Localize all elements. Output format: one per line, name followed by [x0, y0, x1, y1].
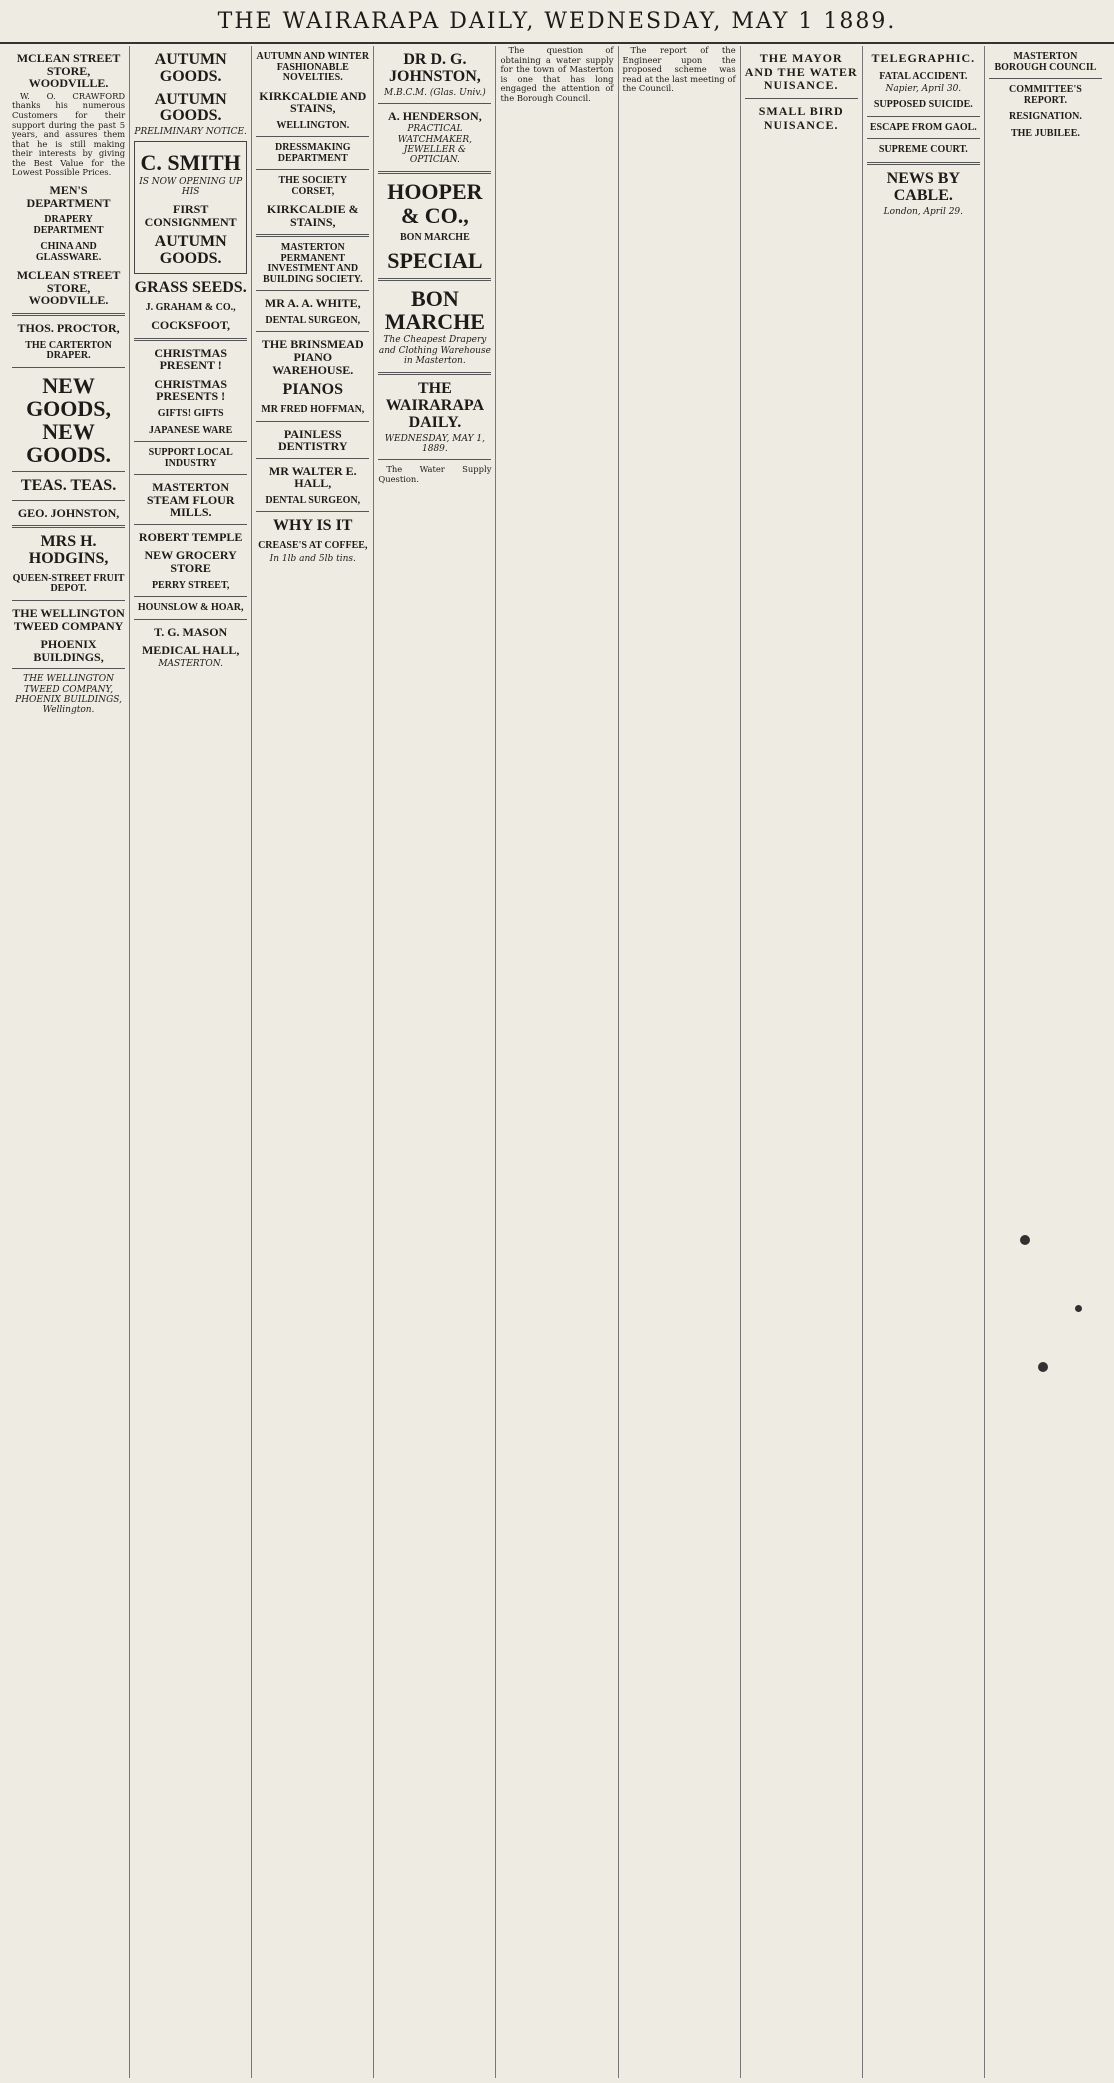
divider: [134, 441, 247, 442]
ad-heading: THE WELLINGTON TWEED COMPANY: [12, 605, 125, 633]
article-heading: SUPPOSED SUICIDE.: [873, 99, 973, 111]
article-heading: ESCAPE FROM GAOL.: [869, 121, 977, 133]
ad-heading: AUTUMN AND WINTER FASHIONABLE NOVELTIES.: [256, 51, 370, 83]
article-heading: COMMITTEE'S REPORT.: [1009, 84, 1082, 106]
ad-heading: A. HENDERSON,: [388, 108, 482, 123]
ad-heading: CHINA AND GLASSWARE.: [35, 241, 102, 263]
ad-subheading: M.B.C.M. (Glas. Univ.): [383, 87, 486, 98]
ad-box: [134, 141, 247, 273]
article-heading: SUPREME COURT.: [878, 144, 968, 156]
ad-heading: BON MARCHE: [384, 286, 485, 335]
ad-heading: PHOENIX BUILDINGS,: [33, 637, 104, 664]
ad-heading: MCLEAN STREET STORE, WOODVILLE.: [16, 268, 121, 308]
ad-heading: PERRY STREET,: [151, 579, 230, 591]
divider: [378, 103, 491, 104]
ad-heading: DENTAL SURGEON,: [265, 314, 361, 326]
ink-speck: [1075, 1305, 1082, 1312]
divider: [134, 524, 247, 525]
ad-heading: NEW GROCERY STORE: [144, 548, 237, 576]
paper-nameplate: THE WAIRARAPA DAILY.: [385, 380, 485, 431]
article-lead: The Water Supply Question.: [378, 464, 492, 484]
ad-heading: T. G. MASON: [154, 624, 228, 639]
ad-subheading: IS NOW OPENING UP HIS: [139, 176, 243, 197]
divider: [256, 169, 369, 170]
divider: [256, 511, 369, 512]
divider: [867, 116, 980, 117]
divider: [12, 471, 125, 472]
ad-heading: TEAS. TEAS.: [20, 476, 117, 494]
ad-heading: GEO. JOHNSTON,: [17, 505, 120, 520]
article-heading: FATAL ACCIDENT.: [879, 70, 968, 82]
ad-heading: GIFTS! GIFTS: [157, 408, 224, 420]
ad-heading: J. GRAHAM & CO.,: [145, 301, 236, 313]
masthead-title: THE WAIRARAPA DAILY, WEDNESDAY, MAY 1 1889.: [217, 8, 897, 34]
ad-heading: THE BRINSMEAD PIANO WAREHOUSE.: [261, 337, 364, 377]
article-heading: THE MAYOR AND THE WATER NUISANCE.: [744, 51, 858, 93]
ad-body: W. O. CRAWFORD thanks his numerous Customers for their support during the past 5 years, and assures them that he is still making their interests by giving the Best Value for the Lowest Possible Prices.: [12, 90, 126, 178]
ad-heading: SPECIAL: [387, 248, 483, 274]
ad-heading: PAINLESS DENTISTRY: [277, 426, 348, 454]
divider: [378, 171, 491, 174]
ad-footer: MASTERTON.: [158, 658, 223, 669]
divider: [256, 234, 369, 237]
dateline: WEDNESDAY, MAY 1, 1889.: [384, 433, 485, 454]
divider: [378, 459, 491, 460]
article-heading: MASTERTON BOROUGH COUNCIL: [994, 51, 1097, 73]
divider: [12, 600, 125, 601]
column-1: [8, 46, 130, 2078]
ink-speck: [1020, 1235, 1030, 1245]
ad-heading: MR A. A. WHITE,: [264, 296, 361, 311]
ad-heading: QUEEN-STREET FRUIT DEPOT.: [12, 572, 125, 595]
ad-footer: THE WELLINGTON TWEED COMPANY, PHOENIX BUILDINGS, Wellington.: [15, 674, 122, 716]
ad-subheading: PRACTICAL WATCHMAKER, JEWELLER & OPTICIAN.: [397, 124, 472, 166]
column-4: [374, 46, 496, 2078]
divider: [134, 596, 247, 597]
divider: [745, 98, 858, 99]
divider: [867, 162, 980, 165]
ad-heading: WHY IS IT: [273, 517, 353, 535]
column-9: [985, 46, 1106, 2078]
section-heading: NEWS BY CABLE.: [886, 169, 960, 204]
divider: [12, 367, 125, 368]
article-heading: SMALL BIRD NUISANCE.: [758, 104, 844, 132]
ad-heading: ROBERT TEMPLE: [138, 529, 243, 544]
section-heading: TELEGRAPHIC.: [871, 51, 976, 65]
column-7: [741, 46, 863, 2078]
divider: [378, 278, 491, 281]
column-2: [130, 46, 252, 2078]
columns: [8, 46, 1106, 2078]
column-6: [619, 46, 741, 2078]
ad-footer: In 1lb and 5lb tins.: [269, 553, 356, 564]
divider: [989, 78, 1102, 79]
column-5: [496, 46, 618, 2078]
ad-heading: THE SOCIETY CORSET,: [278, 175, 348, 197]
column-3: [252, 46, 374, 2078]
ad-heading: THOS. PROCTOR,: [17, 320, 120, 335]
ad-heading: AUTUMN GOODS.: [154, 51, 227, 85]
divider: [256, 331, 369, 332]
ad-heading: CHRISTMAS PRESENT !: [154, 345, 227, 373]
ad-heading: COCKSFOOT,: [151, 318, 231, 333]
dateline: London, April 29.: [883, 206, 964, 217]
ad-heading: MEDICAL HALL,: [141, 643, 240, 658]
divider: [134, 338, 247, 341]
article-lead: The question of obtaining a water supply for the town of Masterton is one that has long engaged the attention of the Borough Council.: [500, 46, 614, 103]
ad-heading: KIRKCALDIE & STAINS,: [266, 202, 359, 229]
divider: [134, 474, 247, 475]
article-heading: RESIGNATION.: [1008, 111, 1082, 122]
ad-heading: MR WALTER E. HALL,: [268, 463, 357, 491]
ad-subheading: PRELIMINARY NOTICE.: [134, 127, 247, 138]
ad-heading: PIANOS: [282, 381, 343, 399]
ad-heading: SUPPORT LOCAL INDUSTRY: [148, 447, 233, 469]
ad-heading: THE CARTERTON DRAPER.: [25, 339, 112, 362]
ad-heading: MASTERTON STEAM FLOUR MILLS.: [146, 480, 235, 520]
ad-heading: DENTAL SURGEON,: [265, 494, 361, 506]
ink-speck: [1038, 1362, 1048, 1372]
ad-heading: AUTUMN GOODS.: [154, 90, 227, 125]
divider: [867, 138, 980, 139]
divider: [12, 668, 125, 669]
divider: [256, 136, 369, 137]
article-heading: THE JUBILEE.: [1010, 127, 1080, 139]
ad-heading: DRESSMAKING DEPARTMENT: [274, 142, 351, 164]
ad-heading: JAPANESE WARE: [149, 424, 233, 436]
ad-heading: C. SMITH: [140, 150, 241, 176]
divider: [256, 458, 369, 459]
article-lead: The report of the Engineer upon the proposed scheme was read at the last meeting of the Council.: [622, 46, 736, 94]
ad-heading: GRASS SEEDS.: [134, 278, 247, 296]
ad-heading: MASTERTON PERMANENT INVESTMENT AND BUILDING SOCIETY.: [262, 242, 363, 285]
divider: [12, 525, 125, 528]
ad-heading: KIRKCALDIE AND STAINS,: [259, 88, 367, 116]
divider: [12, 313, 125, 316]
ad-heading: DR D. G. JOHNSTON,: [389, 51, 481, 85]
divider: [378, 372, 491, 375]
ad-heading: HOOPER & CO.,: [387, 179, 483, 228]
ad-heading: WELLINGTON.: [276, 119, 350, 131]
ad-heading: DRAPERY DEPARTMENT: [33, 214, 104, 236]
ad-heading: CHRISTMAS PRESENTS !: [154, 376, 227, 404]
ad-heading: CREASE'S AT COFFEE,: [258, 540, 368, 552]
ad-heading: BON MARCHE: [400, 231, 470, 243]
ad-heading: MRS H. HODGINS,: [28, 533, 109, 568]
divider: [12, 500, 125, 501]
dateline: Napier, April 30.: [885, 84, 962, 95]
ad-heading: MR FRED HOFFMAN,: [261, 404, 365, 416]
ad-heading: HOUNSLOW & HOAR,: [137, 602, 244, 614]
column-8: [863, 46, 985, 2078]
divider: [256, 290, 369, 291]
ad-heading: FIRST CONSIGNMENT: [144, 202, 237, 229]
ad-subheading: The Cheapest Drapery and Clothing Warehouse in Masterton.: [378, 335, 491, 366]
masthead: [0, 0, 1114, 44]
ad-heading: NEW GOODS, NEW GOODS.: [26, 372, 112, 467]
ad-heading: MEN'S DEPARTMENT: [26, 182, 111, 210]
ad-heading: MCLEAN STREET STORE, WOODVILLE.: [16, 51, 121, 91]
divider: [134, 619, 247, 620]
divider: [256, 421, 369, 422]
ad-heading: AUTUMN GOODS.: [154, 233, 227, 268]
